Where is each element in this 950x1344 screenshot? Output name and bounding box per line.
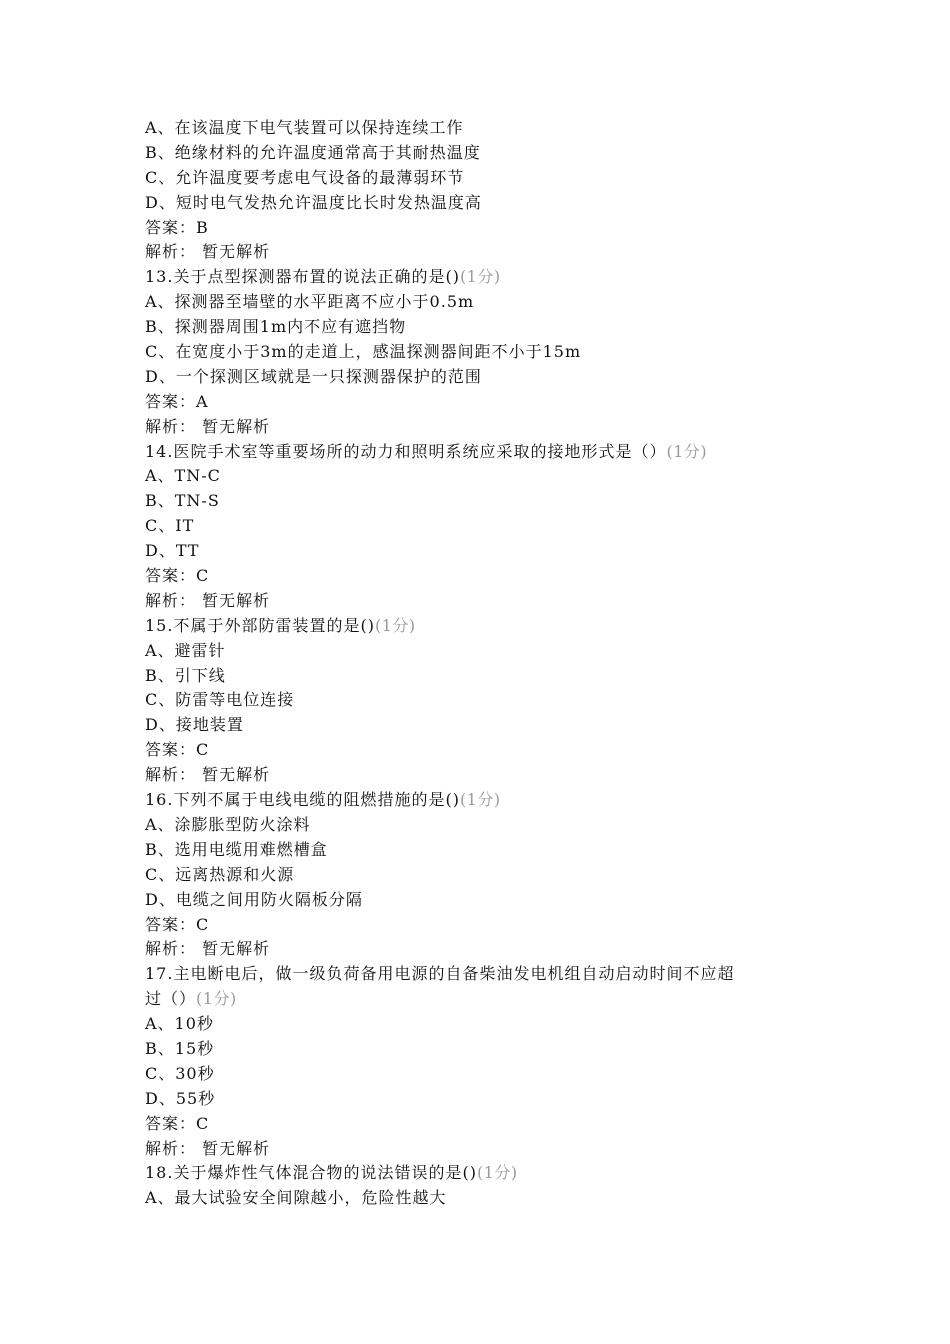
score-label: (1分) (476, 1163, 518, 1183)
text-line (145, 1161, 845, 1186)
line-text: D、接地装置 (145, 715, 244, 735)
text-line (145, 838, 845, 863)
line-text: C、允许温度要考虑电气设备的最薄弱环节 (145, 167, 465, 187)
line-text: C、防雷等电位连接 (145, 690, 295, 710)
line-text: 15.不属于外部防雷装置的是() (145, 615, 375, 635)
line-text: D、短时电气发热允许温度比长时发热温度高 (145, 192, 482, 212)
line-text: 过（） (145, 989, 197, 1009)
text-line (145, 216, 845, 241)
line-text: 解析： 暂无解析 (145, 939, 271, 959)
line-text: 解析： 暂无解析 (145, 416, 271, 436)
text-line (145, 539, 845, 564)
text-line (145, 415, 845, 440)
line-text: C、在宽度小于3m的走道上，感温探测器间距不小于15m (145, 342, 582, 362)
text-line (145, 664, 845, 689)
line-text: B、15秒 (145, 1038, 215, 1058)
line-text: 解析： 暂无解析 (145, 765, 271, 785)
text-line (145, 116, 845, 141)
line-text: D、一个探测区域就是一只探测器保护的范围 (145, 366, 482, 386)
line-text: 解析： 暂无解析 (145, 1138, 271, 1158)
line-text: D、TT (145, 541, 200, 561)
text-line (145, 614, 845, 639)
line-text: 答案：C (145, 914, 210, 934)
line-text: 答案：C (145, 566, 210, 586)
line-text: C、远离热源和火源 (145, 864, 295, 884)
line-text: 17.主电断电后，做一级负荷备用电源的自备柴油发电机组自动启动时间不应超 (145, 964, 735, 984)
text-line (145, 440, 845, 465)
line-text: D、55秒 (145, 1088, 216, 1108)
text-line (145, 913, 845, 938)
line-text: B、绝缘材料的允许温度通常高于其耐热温度 (145, 142, 481, 162)
score-label: (1分) (196, 989, 237, 1009)
text-line (145, 788, 845, 813)
text-line (145, 1087, 845, 1112)
text-line (145, 1037, 845, 1062)
line-text: 解析： 暂无解析 (145, 242, 271, 262)
text-line (145, 763, 845, 788)
line-text: B、选用电缆用难燃槽盒 (145, 839, 328, 859)
text-line (145, 639, 845, 664)
text-line (145, 365, 845, 390)
text-line (145, 340, 845, 365)
text-line (145, 166, 845, 191)
line-text: 16.下列不属于电线电缆的阻燃措施的是() (145, 790, 460, 810)
text-line (145, 564, 845, 589)
text-line (145, 514, 845, 539)
text-line (145, 962, 845, 987)
document-body (145, 116, 845, 1211)
line-text: 答案：A (145, 391, 209, 411)
text-line (145, 141, 845, 166)
text-line (145, 191, 845, 216)
line-text: 13.关于点型探测器布置的说法正确的是() (145, 267, 460, 287)
text-line (145, 1137, 845, 1162)
line-text: 18.关于爆炸性气体混合物的说法错误的是() (145, 1163, 477, 1183)
text-line (145, 937, 845, 962)
text-line (145, 813, 845, 838)
line-text: C、30秒 (145, 1063, 215, 1083)
line-text: A、在该温度下电气装置可以保持连续工作 (145, 118, 464, 137)
line-text: B、引下线 (145, 665, 226, 685)
line-text: A、涂膨胀型防火涂料 (145, 814, 311, 834)
line-text: 答案：C (145, 1113, 210, 1133)
text-line (145, 489, 845, 514)
line-text: A、避雷针 (145, 640, 226, 660)
line-text: 解析： 暂无解析 (145, 590, 271, 610)
text-line (145, 1062, 845, 1087)
line-text: B、探测器周围1m内不应有遮挡物 (145, 317, 407, 337)
score-label: (1分) (374, 615, 416, 635)
text-line (145, 1012, 845, 1037)
line-text: 答案：C (145, 740, 210, 760)
text-line (145, 589, 845, 614)
score-label: (1分) (459, 267, 501, 287)
text-line (145, 987, 845, 1012)
line-text: B、TN-S (145, 491, 220, 511)
line-text: A、10秒 (145, 1014, 214, 1034)
line-text: D、电缆之间用防火隔板分隔 (145, 889, 363, 909)
text-line (145, 738, 845, 763)
text-line (145, 1112, 845, 1137)
text-line (145, 290, 845, 315)
text-line (145, 315, 845, 340)
text-line (145, 464, 845, 489)
line-text: A、探测器至墙壁的水平距离不应小于0.5m (145, 292, 475, 312)
text-line (145, 888, 845, 913)
line-text: A、TN-C (145, 466, 221, 486)
line-text: A、最大试验安全间隙越小，危险性越大 (145, 1188, 447, 1208)
text-line (145, 390, 845, 415)
text-line (145, 240, 845, 265)
text-line (145, 688, 845, 713)
score-label: (1分) (666, 441, 708, 461)
text-line (145, 1186, 845, 1211)
line-text: 答案：B (145, 217, 209, 237)
line-text: 14.医院手术室等重要场所的动力和照明系统应采取的接地形式是（） (145, 441, 667, 461)
text-line (145, 863, 845, 888)
score-label: (1分) (459, 790, 501, 810)
text-line (145, 265, 845, 290)
text-line (145, 713, 845, 738)
line-text: C、IT (145, 516, 195, 536)
